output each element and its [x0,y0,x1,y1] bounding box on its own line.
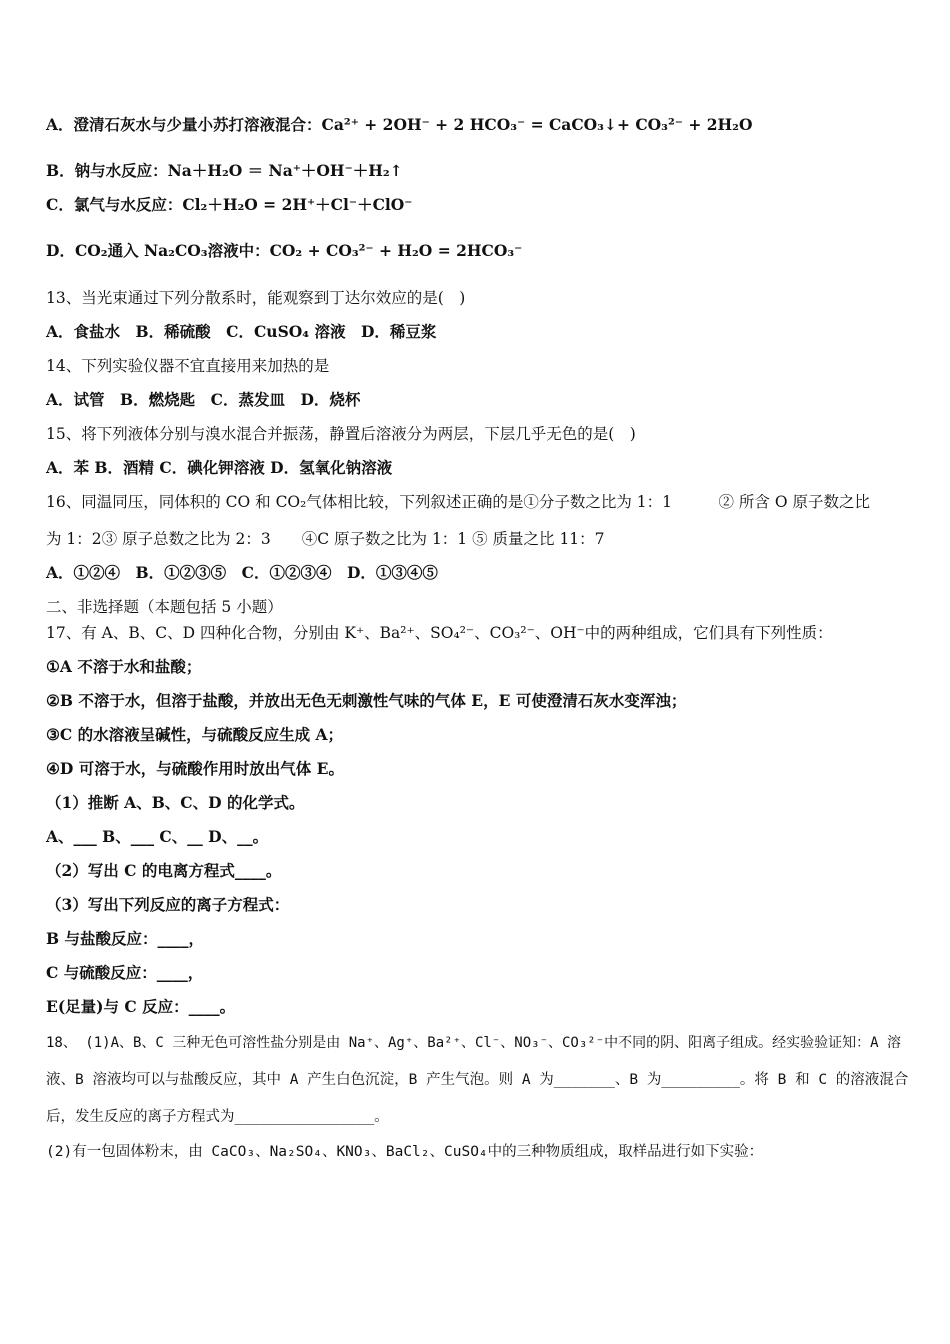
q17-property-4: ④D 可溶于水，与硫酸作用时放出气体 E。 [46,759,344,778]
q17-part-3-e: E(足量)与 C 反应：____。 [46,997,236,1016]
q17-property-2: ②B 不溶于水，但溶于盐酸，并放出无色无刺激性气味的气体 E，E 可使澄清石灰水变浑浊； [46,691,687,710]
q17-part-2: （2）写出 C 的电离方程式____。 [46,861,282,880]
q15-options: A．苯 B．酒精 C．碘化钾溶液 D．氢氧化钠溶液 [46,458,393,477]
q18-line3: 后，发生反应的离子方程式为________________。 [46,1109,389,1125]
q12-option-d: D．CO₂通入 Na₂CO₃溶液中：CO₂ + CO₃²⁻ + H₂O = 2HCO₃⁻ [46,241,523,260]
q14-options: A．试管 B．燃烧匙 C．蒸发皿 D．烧杯 [46,390,361,409]
section-heading: 二、非选择题（本题包括 5 小题） [46,598,283,616]
q17-property-1: ①A 不溶于水和盐酸； [46,657,202,676]
q18-line1: 18、 (1)A、B、C 三种无色可溶性盐分别是由 Na⁺、Ag⁺、Ba²⁺、Cl⁻、NO₃⁻、CO₃²⁻中不同的阴、阳离子组成。经实验验证知：A 溶 [46,1035,902,1051]
q17-stem: 17、有 A、B、C、D 四种化合物，分别由 K⁺、Ba²⁺、SO₄²⁻、CO₃²⁻、OH⁻中的两种组成，它们具有下列性质： [46,624,833,642]
q12-option-b: B．钠与水反应：Na＋H₂O ＝ Na⁺＋OH⁻＋H₂↑ [46,161,403,180]
q13-options: A．食盐水 B．稀硫酸 C．CuSO₄ 溶液 D．稀豆浆 [46,322,437,341]
q16-options: A．①②④ B．①②③⑤ C．①②③④ D．①③④⑤ [46,563,438,582]
q17-part-3: （3）写出下列反应的离子方程式： [46,895,290,914]
q15-stem: 15、将下列液体分别与溴水混合并振荡，静置后溶液分为两层，下层几乎无色的是( ) [46,425,636,443]
q13-stem: 13、当光束通过下列分散系时，能观察到丁达尔效应的是( ) [46,289,466,307]
q17-part-3-b: B 与盐酸反应：____， [46,929,204,948]
q12-option-c: C．氯气与水反应：Cl₂＋H₂O = 2H⁺＋Cl⁻＋ClO⁻ [46,195,413,214]
q18-part-2: (2)有一包固体粉末，由 CaCO₃、Na₂SO₄、KNO₃、BaCl₂、CuSO₄中的三种物质组成，取样品进行如下实验： [46,1144,764,1160]
q17-part-1: （1）推断 A、B、C、D 的化学式。 [46,793,305,812]
q17-part-1-answer: A、___ B、___ C、__ D、__。 [46,827,269,846]
q17-property-3: ③C 的水溶液呈碱性，与硫酸反应生成 A； [46,725,344,744]
q17-part-3-c: C 与硫酸反应：____， [46,963,204,982]
q16-stem-line1: 16、同温同压，同体积的 CO 和 CO₂气体相比较，下列叙述正确的是①分子数之比为 1：1 ② 所含 O 原子数之比 [46,493,870,511]
q12-option-a: A．澄清石灰水与少量小苏打溶液混合：Ca²⁺ + 2OH⁻ + 2 HCO₃⁻ = CaCO₃↓+ CO₃²⁻ + 2H₂O [46,115,753,134]
q16-stem-line2: 为 1：2③ 原子总数之比为 2：3 ④C 原子数之比为 1：1 ⑤ 质量之比 11：7 [46,530,605,548]
q14-stem: 14、下列实验仪器不宜直接用来加热的是 [46,357,330,375]
q18-line2: 液、B 溶液均可以与盐酸反应，其中 A 产生白色沉淀，B 产生气泡。则 A 为_______、B 为_________。将 B 和 C 的溶液混合 [46,1072,909,1088]
